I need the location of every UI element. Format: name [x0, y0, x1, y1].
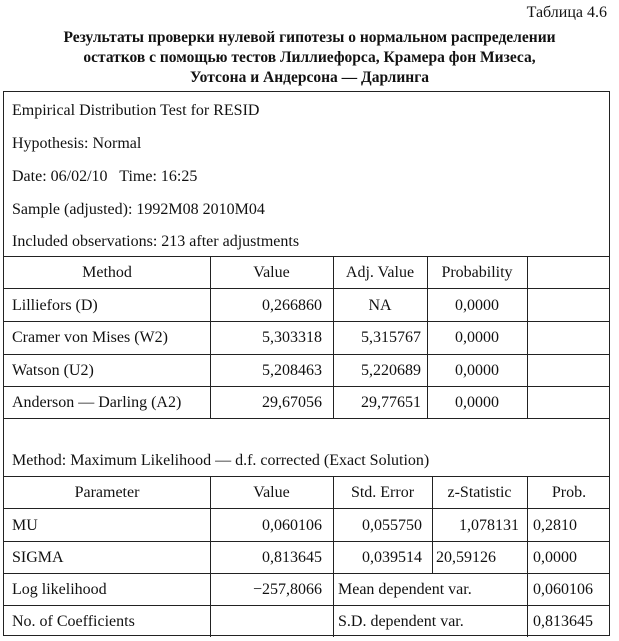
col-header-method: Method — [82, 264, 132, 281]
hypothesis-line: Hypothesis: Normal — [12, 135, 142, 152]
col-header-value: Value — [253, 264, 290, 281]
param-prob: 0,2810 — [533, 517, 577, 534]
observations-line: Included observations: 213 after adjustments — [12, 233, 300, 250]
summary-label: No. of Coefficients — [12, 613, 135, 630]
test-probability: 0,0000 — [455, 394, 499, 411]
divider — [4, 508, 609, 509]
divider — [4, 418, 609, 419]
divider — [4, 541, 609, 542]
test-method: Lilliefors (D) — [12, 297, 98, 314]
divider — [4, 605, 609, 606]
col-header-std-error: Std. Error — [350, 484, 415, 501]
param-prob: 0,0000 — [533, 549, 577, 566]
col-header-adj-value: Adj. Value — [345, 264, 415, 281]
caption-line: остатков с помощью тестов Лиллиефорса, Крамера фон Мизеса, — [83, 49, 536, 66]
param-name: SIGMA — [12, 549, 64, 566]
param-std-error: 0,039514 — [362, 549, 422, 566]
summary-stat-label: Mean dependent var. — [338, 581, 472, 598]
summary-stat-value: 0,060106 — [533, 581, 593, 598]
summary-label: Log likelihood — [12, 581, 107, 598]
divider — [4, 288, 609, 289]
test-probability: 0,0000 — [455, 362, 499, 379]
col-header-prob: Prob. — [551, 484, 587, 501]
param-name: MU — [12, 517, 38, 534]
col-header-z-statistic: z-Statistic — [447, 484, 512, 501]
table-caption — [0, 28, 619, 88]
test-adj-value: 29,77651 — [361, 394, 421, 411]
divider — [4, 256, 609, 257]
estimation-method-line: Method: Maximum Likelihood — d.f. corrected (Exact Solution) — [12, 452, 430, 469]
divider — [4, 573, 609, 574]
test-method: Cramer von Mises (W2) — [12, 329, 168, 346]
param-value: 0,060106 — [262, 517, 322, 534]
test-value: 5,208463 — [262, 362, 322, 379]
test-title: Empirical Distribution Test for RESID — [12, 102, 260, 119]
param-z-statistic: 1,078131 — [459, 517, 519, 534]
test-probability: 0,0000 — [455, 297, 499, 314]
caption-line: Уотсона и Андерсона — Дарлинга — [189, 69, 430, 86]
divider — [4, 476, 609, 477]
summary-value: −257,8066 — [252, 581, 322, 598]
test-value: 29,67056 — [262, 394, 322, 411]
eviews-output-table — [3, 91, 610, 636]
param-z-statistic: 20,59126 — [436, 549, 496, 566]
divider — [4, 386, 609, 387]
summary-stat-label: S.D. dependent var. — [338, 613, 464, 630]
table-number: Таблица 4.6 — [526, 4, 607, 21]
column-divider — [527, 256, 528, 418]
test-value: 0,266860 — [262, 297, 322, 314]
divider — [4, 354, 609, 355]
param-std-error: 0,055750 — [362, 517, 422, 534]
caption-line: Результаты проверки нулевой гипотезы о нормальном распределении — [63, 29, 556, 46]
test-probability: 0,0000 — [455, 329, 499, 346]
test-value: 5,303318 — [262, 329, 322, 346]
divider — [4, 321, 609, 322]
test-adj-value: NA — [368, 297, 392, 314]
test-method: Watson (U2) — [12, 362, 94, 379]
test-adj-value: 5,220689 — [361, 362, 421, 379]
param-value: 0,813645 — [262, 549, 322, 566]
date-time-line: Date: 06/02/10 Time: 16:25 — [12, 168, 198, 185]
test-adj-value: 5,315767 — [361, 329, 421, 346]
test-method: Anderson — Darling (A2) — [12, 394, 182, 411]
col-header-value: Value — [253, 484, 290, 501]
sample-line: Sample (adjusted): 1992M08 2010M04 — [12, 201, 265, 218]
summary-stat-value: 0,813645 — [533, 613, 593, 630]
col-header-probability: Probability — [441, 264, 513, 281]
col-header-parameter: Parameter — [74, 484, 140, 501]
